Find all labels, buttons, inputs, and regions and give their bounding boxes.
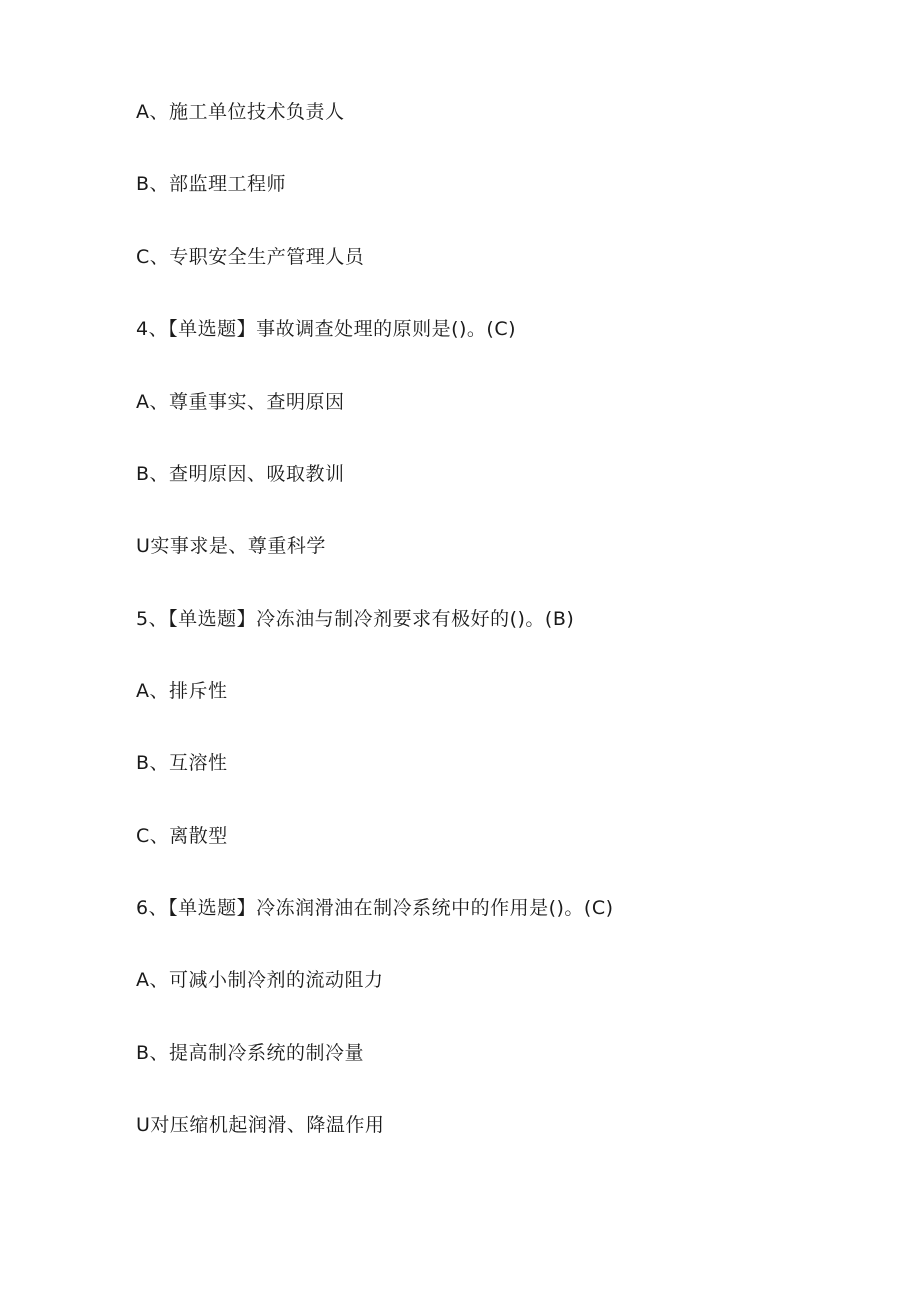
option-c-q5: C、离散型	[136, 825, 228, 847]
option-b-q3: B、部监理工程师	[136, 173, 287, 195]
option-c-q4: U实事求是、尊重科学	[136, 535, 326, 557]
option-b-q4: B、查明原因、吸取教训	[136, 463, 345, 485]
option-c-q6: U对压缩机起润滑、降温作用	[136, 1114, 385, 1136]
question-4: 4、【单选题】事故调查处理的原则是()。(C)	[136, 318, 517, 340]
option-a-q4: A、尊重事实、查明原因	[136, 391, 345, 413]
option-a-q5: A、排斥性	[136, 680, 228, 702]
option-b-q5: B、互溶性	[136, 752, 228, 774]
option-a-q6: A、可减小制冷剂的流动阻力	[136, 969, 384, 991]
option-b-q6: B、提高制冷系统的制冷量	[136, 1042, 365, 1064]
question-6: 6、【单选题】冷冻润滑油在制冷系统中的作用是()。(C)	[136, 897, 614, 919]
option-c-q3: C、专职安全生产管理人员	[136, 246, 365, 268]
question-5: 5、【单选题】冷冻油与制冷剂要求有极好的()。(B)	[136, 608, 575, 630]
option-a-q3: A、施工单位技术负责人	[136, 101, 345, 123]
